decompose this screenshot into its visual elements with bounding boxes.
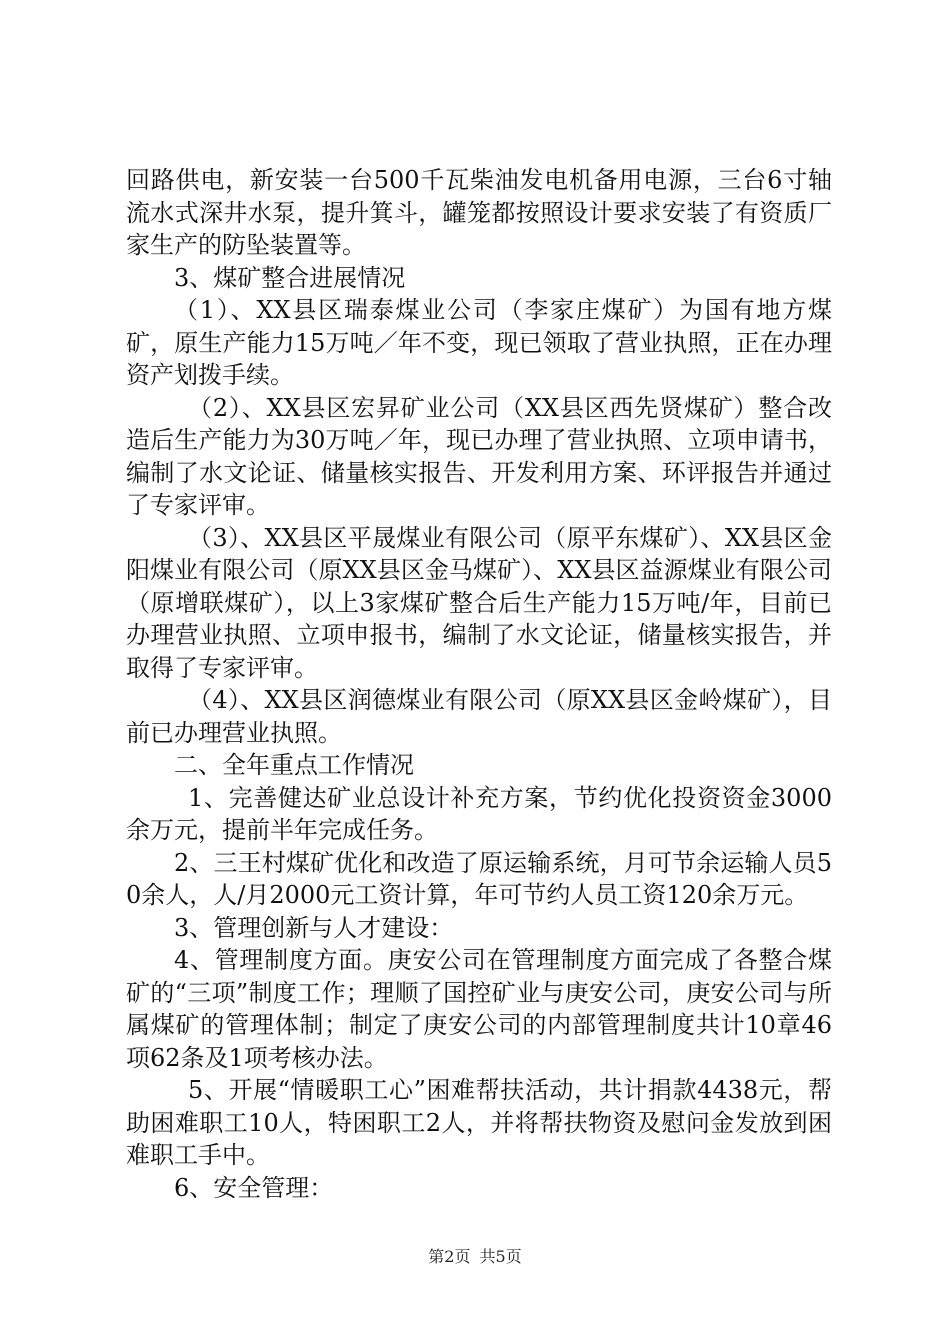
paragraph-power-supply: 回路供电，新安装一台500千瓦柴油发电机备用电源，三台6寸轴流水式深井水泵，提升箕斗，罐笼都按照设计要求安装了有资质厂家生产的防坠装置等。 bbox=[126, 166, 832, 259]
page-total: 共5页 bbox=[479, 1247, 522, 1266]
page-footer bbox=[0, 1244, 950, 1267]
document-body bbox=[126, 164, 832, 1204]
paragraph-key-work-4: 4、管理制度方面。庚安公司在管理制度方面完成了各整合煤矿的“三项”制度工作；理顺了国控矿业与庚安公司，庚安公司与所属煤矿的管理体制；制定了庚安公司的内部管理制度共计10章46项62条及1项考核办法。 bbox=[126, 946, 832, 1072]
paragraph-key-work-1: 1、完善健达矿业总设计补充方案，节约优化投资资金3000余万元，提前半年完成任务。 bbox=[126, 783, 832, 844]
paragraph-item-3: （3）、XX县区平晟煤业有限公司（原平东煤矿）、XX县区金阳煤业有限公司（原XX县区金马煤矿）、XX县区益源煤业有限公司（原增联煤矿），以上3家煤矿整合后生产能力15万吨/年，目前已办理营业执照、立项申报书，编制了水文论证，储量核实报告，并取得了专家评审。 bbox=[126, 523, 832, 682]
paragraph-key-work-3: 3、管理创新与人才建设： bbox=[174, 913, 454, 942]
heading-coal-integration-progress: 3、煤矿整合进展情况 bbox=[174, 263, 406, 292]
paragraph-item-4: （4）、XX县区润德煤业有限公司（原XX县区金岭煤矿），目前已办理营业执照。 bbox=[126, 686, 832, 747]
paragraph-key-work-5: 5、开展“情暖职工心”困难帮扶活动，共计捐款4438元，帮助困难职工10人，特困职工2人，并将帮扶物资及慰问金发放到困难职工手中。 bbox=[126, 1076, 832, 1169]
heading-key-work: 二、全年重点工作情况 bbox=[174, 751, 414, 779]
paragraph-item-2: （2）、XX县区宏昇矿业公司（XX县区西先贤煤矿）整合改造后生产能力为30万吨／年，现已办理了营业执照、立项申请书，编制了水文论证、储量核实报告、开发利用方案、环评报告并通过了专家评审。 bbox=[126, 393, 832, 519]
paragraph-key-work-6: 6、安全管理： bbox=[174, 1173, 334, 1202]
paragraph-item-1: （1）、XX县区瑞泰煤业公司（李家庄煤矿）为国有地方煤矿，原生产能力15万吨／年不变，现已领取了营业执照，正在办理资产划拨手续。 bbox=[126, 296, 832, 389]
paragraph-key-work-2: 2、三王村煤矿优化和改造了原运输系统，月可节余运输人员50余人，人/月2000元工资计算，年可节约人员工资120余万元。 bbox=[126, 848, 832, 909]
page-number: 第2页 bbox=[428, 1247, 471, 1266]
